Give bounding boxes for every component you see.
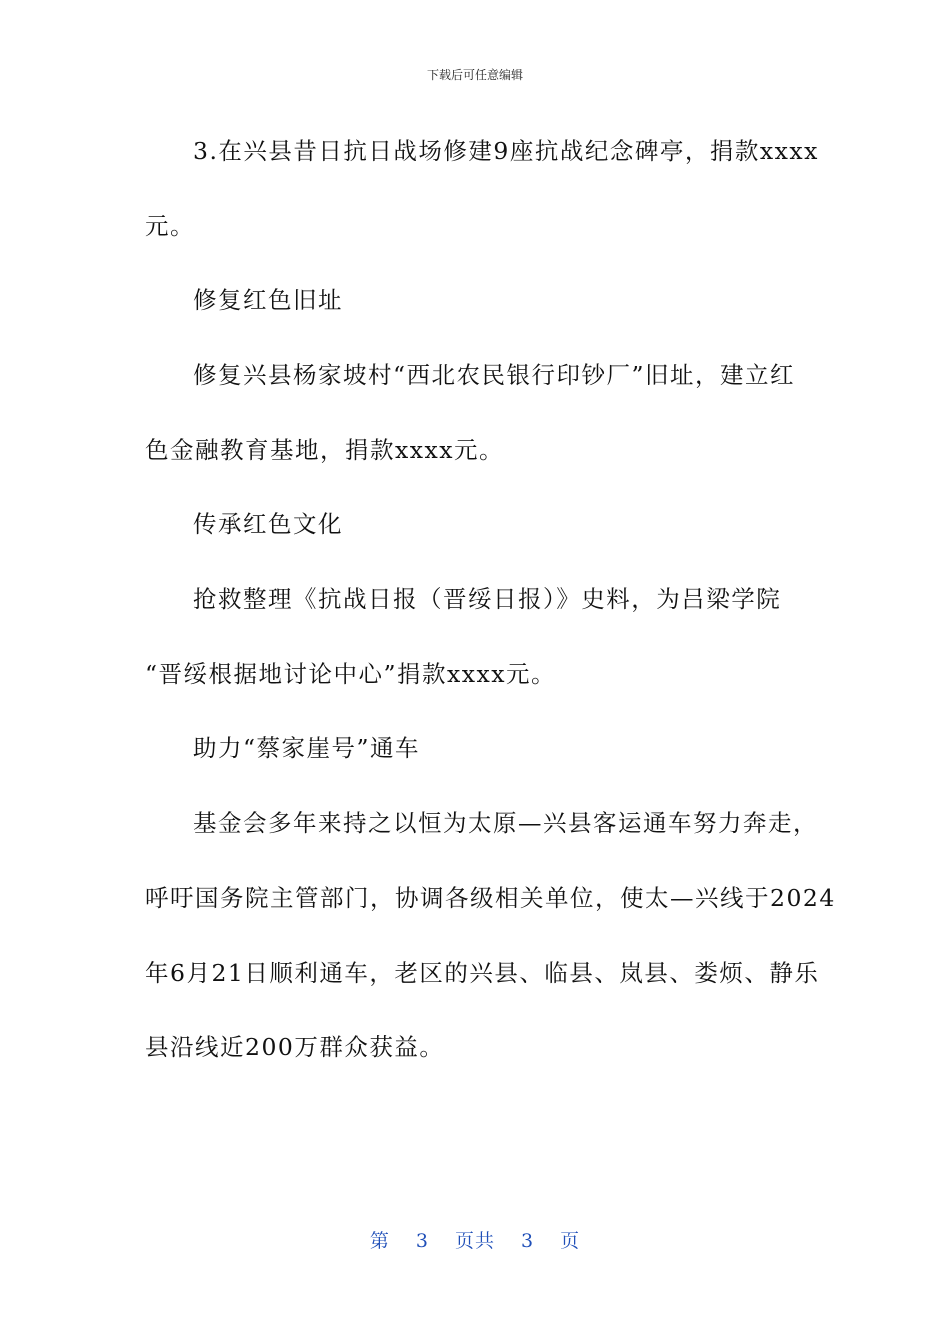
- paragraph-line: 年6月21日顺利通车，老区的兴县、临县、岚县、娄烦、静乐: [145, 959, 820, 987]
- paragraph-line: 元。: [145, 212, 195, 240]
- paragraph-line: 3.在兴县昔日抗日战场修建9座抗战纪念碑亭，捐款xxxx: [193, 137, 819, 165]
- current-page-number: 3: [415, 1230, 429, 1252]
- paragraph-line: 色金融教育基地，捐款xxxx元。: [145, 436, 505, 464]
- paragraph-line: “晋绥根据地讨论中心”捐款xxxx元。: [145, 660, 557, 688]
- paragraph-line: 呼吁国务院主管部门，协调各级相关单位，使太—兴线于2024: [145, 884, 836, 912]
- section-heading: 助力“蔡家崖号”通车: [193, 734, 421, 762]
- footer-mid: 页共: [454, 1230, 495, 1252]
- footer-suffix: 页: [560, 1230, 581, 1252]
- section-heading: 传承红色文化: [193, 510, 343, 538]
- section-heading: 修复红色旧址: [193, 286, 343, 314]
- paragraph-line: 抢救整理《抗战日报（晋绥日报）》史料，为吕梁学院: [193, 585, 782, 613]
- paragraph-line: 县沿线近200万群众获益。: [145, 1033, 445, 1061]
- paragraph-line: 基金会多年来持之以恒为太原—兴县客运通车努力奔走，: [193, 809, 818, 837]
- footer-prefix: 第: [369, 1230, 390, 1252]
- total-pages-number: 3: [521, 1230, 535, 1252]
- paragraph-line: 修复兴县杨家坡村“西北农民银行印钞厂”旧址，建立红: [193, 361, 796, 389]
- page-footer: [0, 1226, 950, 1253]
- page-header: 下载后可任意编辑: [426, 68, 523, 82]
